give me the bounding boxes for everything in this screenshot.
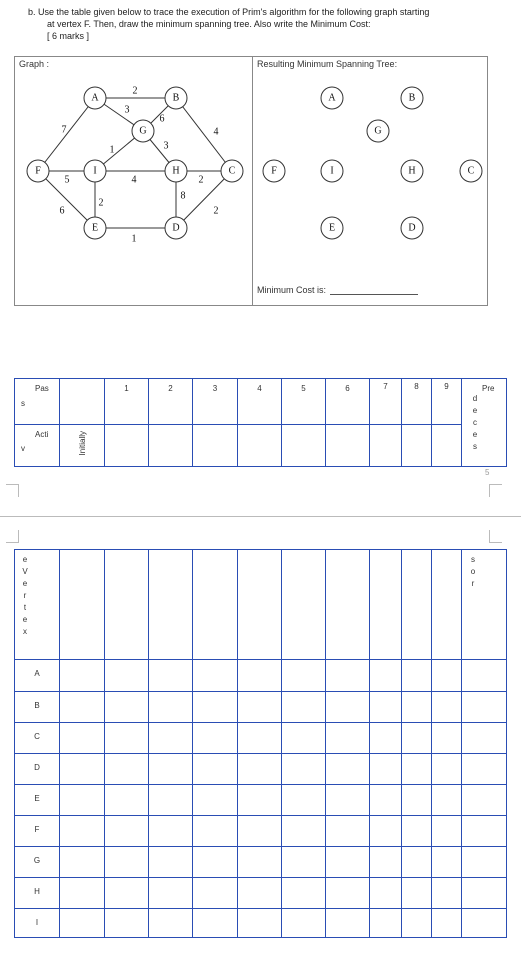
- weight-A-G: 3: [124, 104, 130, 116]
- vertex-label: I: [35, 918, 39, 927]
- active-cell-9[interactable]: [432, 425, 462, 467]
- active-cell-6[interactable]: [326, 425, 370, 467]
- distance-cell[interactable]: [402, 909, 432, 938]
- vertex-row-D: [15, 754, 507, 785]
- pre-vertical-2: e: [472, 406, 478, 415]
- distance-cell[interactable]: [462, 723, 507, 754]
- pass-col-8: [402, 379, 432, 425]
- vertex-label: C: [34, 732, 40, 741]
- pass-label-tail: s: [21, 399, 25, 408]
- weight-H-D: 8: [180, 190, 186, 202]
- mst-node-G-label: G: [374, 125, 382, 137]
- distance-cell[interactable]: [105, 785, 149, 816]
- mst-node-I-label: I: [330, 165, 334, 177]
- distance-cell[interactable]: [326, 909, 370, 938]
- distance-cell[interactable]: [326, 660, 370, 692]
- mst-node-E-label: E: [328, 222, 336, 234]
- pass-col-8-label: 8: [414, 382, 419, 391]
- pass-col-4: [238, 379, 282, 425]
- distance-cell[interactable]: [149, 692, 193, 723]
- pass-col-7: [370, 379, 402, 425]
- vertex-header-cell: [15, 550, 60, 660]
- distance-cell[interactable]: [462, 878, 507, 909]
- distance-cell[interactable]: [370, 847, 402, 878]
- distance-cell[interactable]: [462, 754, 507, 785]
- node-C-label: C: [228, 165, 236, 177]
- vertex-vertical-2: V: [22, 567, 28, 576]
- weight-I-G: 1: [109, 144, 115, 156]
- page-corner-top-left: [6, 484, 19, 497]
- node-H-label: H: [172, 165, 180, 177]
- vertex-vertical-6: e: [22, 615, 28, 624]
- distance-cell[interactable]: [370, 692, 402, 723]
- distance-cell[interactable]: [282, 847, 326, 878]
- distance-cell[interactable]: [238, 878, 282, 909]
- vertex-label-cell: [15, 723, 60, 754]
- distance-cell[interactable]: [238, 909, 282, 938]
- pre-header-cell: [462, 379, 507, 467]
- pass-col-6: [326, 379, 370, 425]
- page-break: [0, 516, 521, 517]
- distance-cell[interactable]: [193, 723, 238, 754]
- distance-cell[interactable]: [432, 847, 462, 878]
- distance-cell[interactable]: [432, 816, 462, 847]
- edge-weights: [60, 86, 219, 245]
- node-B-label: B: [172, 92, 180, 104]
- vertex-row-B: [15, 692, 507, 723]
- vertex-label: F: [34, 825, 40, 834]
- initially-label: Initially: [77, 431, 87, 456]
- vertex-row-E: [15, 785, 507, 816]
- vertex-row-C: [15, 723, 507, 754]
- pass-col-4-label: 4: [257, 384, 262, 393]
- mst-nodes: [263, 87, 482, 239]
- distance-cell[interactable]: [432, 909, 462, 938]
- weight-G-H: 3: [163, 140, 169, 152]
- distance-cell[interactable]: [402, 878, 432, 909]
- distance-cell[interactable]: [326, 723, 370, 754]
- distance-cell[interactable]: [326, 785, 370, 816]
- distance-cell[interactable]: [462, 785, 507, 816]
- pass-header-cell: [15, 379, 60, 425]
- mst-node-A-label: A: [328, 92, 336, 104]
- distance-cell[interactable]: [105, 723, 149, 754]
- sor-header-cell: [462, 550, 507, 660]
- page-corner-top-right: [489, 484, 502, 497]
- minimum-cost: [257, 285, 418, 295]
- pass-col-5: [282, 379, 326, 425]
- distance-cell[interactable]: [282, 723, 326, 754]
- distance-cell[interactable]: [60, 723, 105, 754]
- distance-cell[interactable]: [326, 754, 370, 785]
- mst-node-F-label: F: [271, 165, 277, 177]
- distance-cell[interactable]: [432, 692, 462, 723]
- vertex-label: E: [34, 794, 40, 803]
- distance-cell[interactable]: [402, 660, 432, 692]
- distance-cell[interactable]: [105, 754, 149, 785]
- distance-cell[interactable]: [282, 754, 326, 785]
- weight-I-H: 4: [131, 174, 137, 186]
- distance-cell[interactable]: [432, 723, 462, 754]
- weight-H-C: 2: [198, 174, 204, 186]
- prim-table-header: [14, 378, 507, 467]
- node-E-label: E: [91, 222, 99, 234]
- active-header-cell: [15, 425, 60, 467]
- weight-A-B: 2: [132, 85, 138, 97]
- distance-cell[interactable]: [193, 660, 238, 692]
- vertex-label: B: [34, 701, 40, 710]
- distance-cell[interactable]: [370, 878, 402, 909]
- vertex-label: G: [33, 856, 41, 865]
- distance-cell[interactable]: [149, 816, 193, 847]
- pass-label: Pas: [35, 384, 49, 393]
- pass-col-1: [105, 379, 149, 425]
- pass-col-3-label: 3: [212, 384, 218, 393]
- vertex-row-H: [15, 878, 507, 909]
- distance-cell[interactable]: [282, 660, 326, 692]
- distance-cell[interactable]: [193, 816, 238, 847]
- pass-col-7-label: 7: [383, 382, 388, 391]
- distance-cell[interactable]: [60, 878, 105, 909]
- prim-table-vertices: [14, 549, 507, 938]
- distance-cell[interactable]: [402, 754, 432, 785]
- distance-cell[interactable]: [282, 785, 326, 816]
- active-cell-2[interactable]: [149, 425, 193, 467]
- distance-cell[interactable]: [326, 878, 370, 909]
- distance-cell[interactable]: [462, 909, 507, 938]
- distance-cell[interactable]: [60, 660, 105, 692]
- pre-vertical-5: s: [473, 442, 477, 451]
- distance-cell[interactable]: [370, 723, 402, 754]
- pass-col-3: [193, 379, 238, 425]
- pass-col-2-label: 2: [168, 384, 173, 393]
- distance-cell[interactable]: [105, 847, 149, 878]
- question-marks: [ 6 marks ]: [47, 31, 90, 41]
- vertex-label: H: [34, 887, 40, 896]
- mst-node-B-label: B: [408, 92, 416, 104]
- distance-cell[interactable]: [149, 909, 193, 938]
- distance-cell[interactable]: [60, 754, 105, 785]
- distance-cell[interactable]: [149, 660, 193, 692]
- distance-cell[interactable]: [193, 785, 238, 816]
- weight-F-I: 5: [64, 174, 70, 186]
- page-corner-bottom-left: [6, 530, 19, 543]
- node-G-label: G: [139, 125, 147, 137]
- graph-label: Graph :: [19, 59, 50, 69]
- weight-B-C: 4: [213, 126, 219, 138]
- distance-cell[interactable]: [238, 692, 282, 723]
- pass-col-9-label: 9: [444, 382, 449, 391]
- initially-header-cell: [60, 379, 105, 425]
- active-cell-5[interactable]: [282, 425, 326, 467]
- minimum-cost-label: Minimum Cost is:: [257, 285, 327, 295]
- weight-F-E: 6: [59, 205, 65, 217]
- edge-B-C: [176, 98, 232, 171]
- graph-diagram: [0, 0, 521, 320]
- distance-cell[interactable]: [105, 878, 149, 909]
- distance-cell[interactable]: [282, 909, 326, 938]
- pre-vertical-3: c: [473, 418, 477, 427]
- distance-cell[interactable]: [238, 847, 282, 878]
- active-cell-7[interactable]: [370, 425, 402, 467]
- vertex-label-cell: [15, 660, 60, 692]
- distance-cell[interactable]: [282, 692, 326, 723]
- node-D-label: D: [172, 222, 180, 234]
- distance-cell[interactable]: [238, 754, 282, 785]
- node-I-label: I: [93, 165, 97, 177]
- distance-cell[interactable]: [238, 785, 282, 816]
- pass-col-9: [432, 379, 462, 425]
- weight-B-G: 6: [159, 113, 165, 125]
- weight-A-F: 7: [61, 124, 67, 136]
- active-cell-1[interactable]: [105, 425, 149, 467]
- distance-cell[interactable]: [105, 692, 149, 723]
- active-cell-8[interactable]: [402, 425, 432, 467]
- pre-vertical-4: e: [472, 430, 478, 439]
- distance-cell[interactable]: [432, 754, 462, 785]
- distance-cell[interactable]: [60, 816, 105, 847]
- distance-cell[interactable]: [432, 785, 462, 816]
- initially-cell: [60, 425, 105, 467]
- vertex-label-cell: [15, 847, 60, 878]
- vertex-label-cell: [15, 909, 60, 938]
- distance-cell[interactable]: [402, 723, 432, 754]
- active-cell-4[interactable]: [238, 425, 282, 467]
- distance-cell[interactable]: [105, 816, 149, 847]
- distance-cell[interactable]: [402, 692, 432, 723]
- distance-cell[interactable]: [282, 878, 326, 909]
- vertex-row-G: [15, 847, 507, 878]
- node-F-label: F: [35, 165, 41, 177]
- distance-cell[interactable]: [370, 660, 402, 692]
- vertex-label-cell: [15, 785, 60, 816]
- mst-node-C-label: C: [467, 165, 475, 177]
- distance-cell[interactable]: [402, 816, 432, 847]
- page-number-fragment: 5: [485, 468, 490, 477]
- distance-cell[interactable]: [462, 847, 507, 878]
- pass-col-2: [149, 379, 193, 425]
- sor-vertical-2: o: [470, 567, 476, 576]
- distance-cell[interactable]: [105, 909, 149, 938]
- distance-cell[interactable]: [326, 692, 370, 723]
- distance-cell[interactable]: [432, 878, 462, 909]
- distance-cell[interactable]: [60, 909, 105, 938]
- distance-cell[interactable]: [402, 847, 432, 878]
- mst-node-D-label: D: [408, 222, 416, 234]
- vertex-label-cell: [15, 816, 60, 847]
- weight-E-D: 1: [131, 233, 137, 245]
- sor-vertical-1: s: [471, 555, 475, 564]
- question-line-2: at vertex F. Then, draw the minimum spanning tree. Also write the Minimum Cost:: [47, 19, 371, 29]
- vertex-row-F: [15, 816, 507, 847]
- distance-cell[interactable]: [462, 660, 507, 692]
- distance-cell[interactable]: [462, 816, 507, 847]
- minimum-cost-blank[interactable]: [330, 286, 418, 295]
- graph-edges: [38, 98, 232, 228]
- vertex-vertical-4: r: [23, 591, 27, 600]
- distance-cell[interactable]: [149, 878, 193, 909]
- distance-cell[interactable]: [149, 847, 193, 878]
- vertex-vertical-7: x: [23, 627, 27, 636]
- weight-I-E: 2: [98, 197, 104, 209]
- distance-cell[interactable]: [282, 816, 326, 847]
- distance-cell[interactable]: [238, 723, 282, 754]
- distance-cell[interactable]: [402, 785, 432, 816]
- distance-cell[interactable]: [462, 692, 507, 723]
- distance-cell[interactable]: [432, 660, 462, 692]
- vertex-label-cell: [15, 878, 60, 909]
- distance-cell[interactable]: [238, 816, 282, 847]
- vertex-vertical-1: e: [22, 555, 28, 564]
- active-label-tail: v: [21, 444, 25, 453]
- distance-cell[interactable]: [149, 785, 193, 816]
- distance-cell[interactable]: [370, 754, 402, 785]
- vertex-vertical-5: t: [23, 603, 27, 612]
- pre-label: Pre: [482, 384, 495, 393]
- page-corner-bottom-right: [489, 530, 502, 543]
- vertex-row-I: [15, 909, 507, 938]
- distance-cell[interactable]: [193, 909, 238, 938]
- distance-cell[interactable]: [326, 847, 370, 878]
- distance-cell[interactable]: [193, 754, 238, 785]
- distance-cell[interactable]: [370, 785, 402, 816]
- distance-cell[interactable]: [370, 816, 402, 847]
- pass-col-5-label: 5: [301, 384, 306, 393]
- distance-cell[interactable]: [193, 847, 238, 878]
- vertex-label: A: [34, 669, 40, 678]
- distance-cell[interactable]: [193, 692, 238, 723]
- active-cell-3[interactable]: [193, 425, 238, 467]
- mst-label: Resulting Minimum Spanning Tree:: [257, 59, 398, 69]
- node-A-label: A: [91, 92, 99, 104]
- distance-cell[interactable]: [193, 878, 238, 909]
- active-label: Acti: [35, 430, 49, 439]
- weight-C-D: 2: [213, 205, 219, 217]
- sor-vertical-3: r: [471, 579, 475, 588]
- distance-cell[interactable]: [60, 692, 105, 723]
- mst-node-H-label: H: [408, 165, 416, 177]
- vertex-label-cell: [15, 692, 60, 723]
- distance-cell[interactable]: [60, 785, 105, 816]
- vertex-row-A: [15, 660, 507, 692]
- distance-cell[interactable]: [105, 660, 149, 692]
- distance-cell[interactable]: [238, 660, 282, 692]
- distance-cell[interactable]: [326, 816, 370, 847]
- vertex-label: D: [34, 763, 40, 772]
- distance-cell[interactable]: [60, 847, 105, 878]
- question-line-1: b. Use the table given below to trace the execution of Prim's algorithm for the following graph starting: [28, 7, 430, 17]
- vertex-label-cell: [15, 754, 60, 785]
- distance-cell[interactable]: [149, 723, 193, 754]
- edge-A-F: [38, 98, 95, 171]
- vertex-vertical-3: e: [22, 579, 28, 588]
- distance-cell[interactable]: [370, 909, 402, 938]
- pass-col-1-label: 1: [124, 384, 129, 393]
- pass-col-6-label: 6: [345, 384, 350, 393]
- distance-cell[interactable]: [149, 754, 193, 785]
- pre-vertical-1: d: [472, 394, 478, 403]
